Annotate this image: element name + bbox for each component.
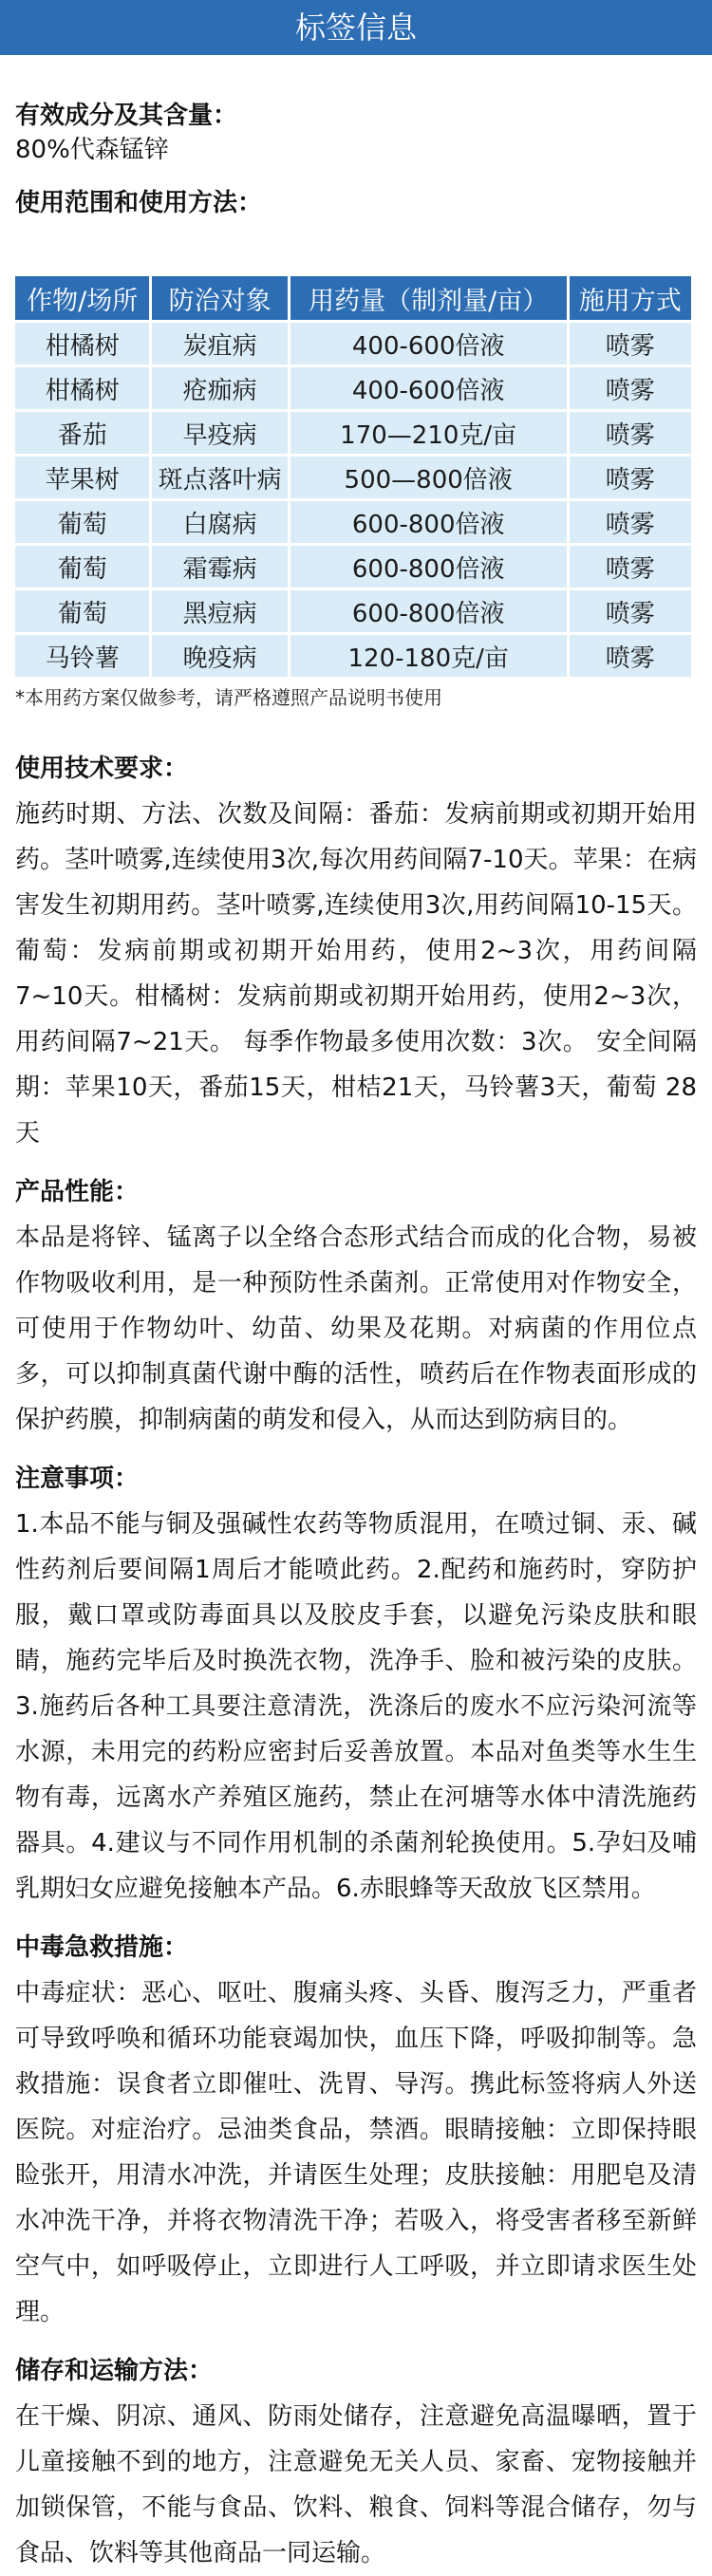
table-cell: 柑橘树 <box>15 323 149 364</box>
ingredients-title: 有效成分及其含量： <box>15 102 238 130</box>
table-cell: 葡萄 <box>15 501 149 543</box>
table-cell: 葡萄 <box>15 546 149 588</box>
table-cell: 霜霉病 <box>152 546 287 588</box>
table-cell: 黑痘病 <box>152 590 287 632</box>
table-header-row <box>15 276 691 320</box>
table-cell: 喷雾 <box>570 635 691 677</box>
table-cell: 喷雾 <box>570 323 691 364</box>
table-cell: 马铃薯 <box>15 635 149 677</box>
performance-body: 本品是将锌、锰离子以全络合态形式结合而成的化合物，易被作物吸收利用，是一种预防性杀菌剂。正常使用对作物安全，可使用于作物幼叶、幼苗、幼果及花期。对病菌的作用位点多，可以抑制真菌代谢中酶的活性，喷药后在作物表面形成的保护药膜，抑制病菌的萌发和侵入，从而达到防病目的。 <box>15 1223 697 1434</box>
table-cell: 喷雾 <box>570 501 691 543</box>
table-row <box>15 635 691 677</box>
precautions-title: 注意事项： <box>15 1465 140 1493</box>
table-cell: 400-600倍液 <box>290 367 567 409</box>
table-row <box>15 323 691 364</box>
table-cell: 170—210克/亩 <box>290 412 567 454</box>
table-cell: 柑橘树 <box>15 367 149 409</box>
table-cell: 600-800倍液 <box>290 546 567 588</box>
ingredients-value: 80%代森锰锌 <box>15 136 169 164</box>
col-header-target: 防治对象 <box>152 276 287 320</box>
col-header-dosage: 用药量（制剂量/亩） <box>290 276 567 320</box>
table-cell: 斑点落叶病 <box>152 457 287 498</box>
table-row <box>15 590 691 632</box>
table-cell: 500—800倍液 <box>290 457 567 498</box>
table-row <box>15 367 691 409</box>
table-cell: 喷雾 <box>570 590 691 632</box>
storage-title: 储存和运输方法： <box>15 2357 214 2385</box>
page-title: 标签信息 <box>294 9 417 46</box>
table-row <box>15 501 691 543</box>
table-cell: 葡萄 <box>15 590 149 632</box>
col-header-crop: 作物/场所 <box>15 276 149 320</box>
first-aid-title: 中毒急救措施： <box>15 1933 189 1962</box>
table-cell: 600-800倍液 <box>290 501 567 543</box>
dosage-table <box>12 273 694 680</box>
table-cell: 120-180克/亩 <box>290 635 567 677</box>
table-cell: 喷雾 <box>570 457 691 498</box>
table-cell: 疮痂病 <box>152 367 287 409</box>
table-cell: 喷雾 <box>570 412 691 454</box>
tech-requirements-body: 施药时期、方法、次数及间隔：番茄：发病前期或初期开始用药。茎叶喷雾,连续使用3次,每次用药间隔7-10天。苹果：在病害发生初期用药。茎叶喷雾,连续使用3次,用药间隔10-15天。葡萄：发病前期或初期开始用药，使用2~3次，用药间隔7~10天。柑橘树：发病前期或初期开始用药，使用2~3次，用药间隔7~21天。 每季作物最多使用次数：3次。 安全间隔期：苹果10天，番茄15天，柑桔21天，马铃薯3天，葡萄 28天 <box>15 800 697 1148</box>
table-cell: 400-600倍液 <box>290 323 567 364</box>
table-row <box>15 546 691 588</box>
first-aid-body: 中毒症状：恶心、呕吐、腹痛头疼、头昏、腹泻乏力，严重者可导致呼唤和循环功能衰竭加快，血压下降，呼吸抑制等。急救措施：误食者立即催吐、洗胃、导泻。携此标签将病人外送医院。对症治疗。忌油类食品，禁酒。眼睛接触：立即保持眼睑张开，用清水冲洗，并请医生处理；皮肤接触：用肥皂及清水冲洗干净，并将衣物清洗干净；若吸入，将受害者移至新鲜空气中，如呼吸停止，立即进行人工呼吸，并立即请求医生处理。 <box>15 1979 697 2326</box>
table-cell: 晚疫病 <box>152 635 287 677</box>
table-cell: 炭疽病 <box>152 323 287 364</box>
table-cell: 喷雾 <box>570 367 691 409</box>
page-header <box>0 0 712 55</box>
precautions-body: 1.本品不能与铜及强碱性农药等物质混用，在喷过铜、汞、碱性药剂后要间隔1周后才能喷此药。2.配药和施药时，穿防护服，戴口罩或防毒面具以及胶皮手套，以避免污染皮肤和眼睛，施药完毕后及时换洗衣物，洗净手、脸和被污染的皮肤。3.施药后各种工具要注意清洗，洗涤后的废水不应污染河流等水源，未用完的药粉应密封后妥善放置。本品对鱼类等水生生物有毒，远离水产养殖区施药，禁止在河塘等水体中清洗施药器具。4.建议与不同作用机制的杀菌剂轮换使用。5.孕妇及哺乳期妇女应避免接触本产品。6.赤眼蜂等天敌放飞区禁用。 <box>15 1510 697 1903</box>
tech-requirements-title: 使用技术要求： <box>15 755 189 783</box>
table-cell: 早疫病 <box>152 412 287 454</box>
table-cell: 白腐病 <box>152 501 287 543</box>
table-cell: 苹果树 <box>15 457 149 498</box>
performance-title: 产品性能： <box>15 1178 140 1206</box>
table-row <box>15 412 691 454</box>
table-row <box>15 457 691 498</box>
col-header-method: 施用方式 <box>570 276 691 320</box>
usage-title: 使用范围和使用方法： <box>15 189 263 217</box>
table-cell: 600-800倍液 <box>290 590 567 632</box>
table-note: *本用药方案仅做参考，请严格遵照产品说明书使用 <box>15 686 442 709</box>
table-cell: 喷雾 <box>570 546 691 588</box>
label-content <box>0 99 712 2576</box>
storage-body: 在干燥、阴凉、通风、防雨处储存，注意避免高温曝晒，置于儿童接触不到的地方，注意避免无关人员、家畜、宠物接触并加锁保管，不能与食品、饮料、粮食、饲料等混合储存，勿与食品、饮料等其他商品一同运输。 <box>15 2402 697 2567</box>
table-cell: 番茄 <box>15 412 149 454</box>
